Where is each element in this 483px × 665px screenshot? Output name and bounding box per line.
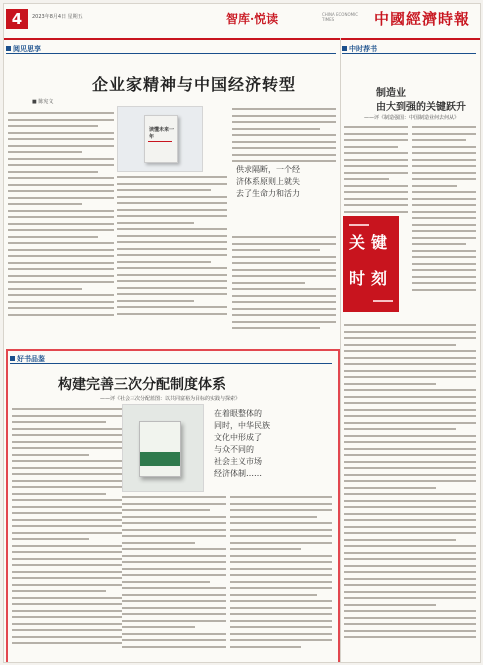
- column-rule: [6, 53, 336, 54]
- graphic-char: 时: [349, 269, 366, 288]
- column-label-text: 中时荐书: [349, 45, 377, 53]
- square-icon: [10, 356, 15, 361]
- book-cover-2: [139, 421, 181, 477]
- pull-quote-line: 社会主义市场: [214, 457, 262, 466]
- pull-quote-line: 济体系原则上就失: [236, 177, 300, 186]
- article1-text-col1: [8, 112, 114, 320]
- right-article-title-line1: 制造业: [376, 88, 406, 99]
- article2-subtitle: ——评《社会三次分配蓝图：以共同富裕为目标的实践与探索》: [100, 396, 241, 402]
- pull-quote-line: 文化中形成了: [214, 433, 262, 442]
- graphic-char: 关: [349, 233, 366, 252]
- column-rule: [10, 363, 332, 364]
- english-masthead: CHINA ECONOMIC TIMES: [322, 12, 359, 22]
- article2-text-col2: [122, 496, 226, 652]
- book-cover-band: [140, 452, 180, 466]
- right-text-col1: [344, 126, 408, 217]
- page-number: 4: [6, 9, 28, 29]
- right-article-subtitle: ——评《制造强国：中国制造业何去何从》: [364, 115, 460, 121]
- pull-quote-1: [236, 164, 300, 200]
- page-header: [4, 4, 480, 40]
- column-label-text: 阅见思享: [13, 45, 41, 53]
- right-text-col2: [412, 126, 476, 295]
- newspaper-page: [3, 3, 481, 663]
- book-cover: [144, 115, 178, 163]
- graphic-char: 键: [371, 233, 388, 252]
- book-title: 读懂未来一年: [149, 127, 175, 140]
- pull-quote-line: 经济体制……: [214, 469, 262, 478]
- article2-title: 构建完善三次分配制度体系: [58, 377, 226, 393]
- issue-date: 2023年8月4日 星期五: [32, 14, 83, 20]
- square-icon: [6, 46, 11, 51]
- pull-quote-line: 在着眼整体的: [214, 409, 262, 418]
- graphic-char: 刻: [371, 269, 388, 288]
- pull-quote-line: 与众不同的: [214, 445, 254, 454]
- newspaper-logo: 中國經濟時報: [374, 10, 471, 28]
- book-cover-image: [117, 106, 203, 172]
- article1-byline: ■ 陈宪文: [32, 99, 54, 105]
- right-article-title-line2: 由大到强的关键跃升: [376, 102, 466, 113]
- pull-quote-line: 供求隔断，一个经: [236, 165, 300, 174]
- key-moment-graphic: [343, 216, 399, 312]
- article2-text-col1: [12, 408, 122, 649]
- book-cover-stripe: [148, 141, 172, 142]
- decorative-dash: [373, 300, 393, 302]
- pull-quote-2: [214, 408, 270, 480]
- column-label-text: 好书品鉴: [17, 355, 45, 363]
- column-rule: [342, 53, 476, 54]
- article1-text-col3: [232, 108, 336, 167]
- article1-text-col2: [117, 176, 227, 319]
- right-text-lower: [344, 324, 476, 643]
- article2-text-col3: [230, 496, 332, 652]
- decorative-dash: [349, 224, 369, 226]
- square-icon: [342, 46, 347, 51]
- article1-title: 企业家精神与中国经济转型: [92, 75, 297, 94]
- section-title: 智库·悦读: [226, 12, 279, 26]
- pull-quote-line: 同时，中华民族: [214, 421, 270, 430]
- pull-quote-line: 去了生命力和活力: [236, 189, 300, 198]
- book-cover-image-2: [122, 404, 204, 492]
- article1-text-col3b: [232, 236, 336, 334]
